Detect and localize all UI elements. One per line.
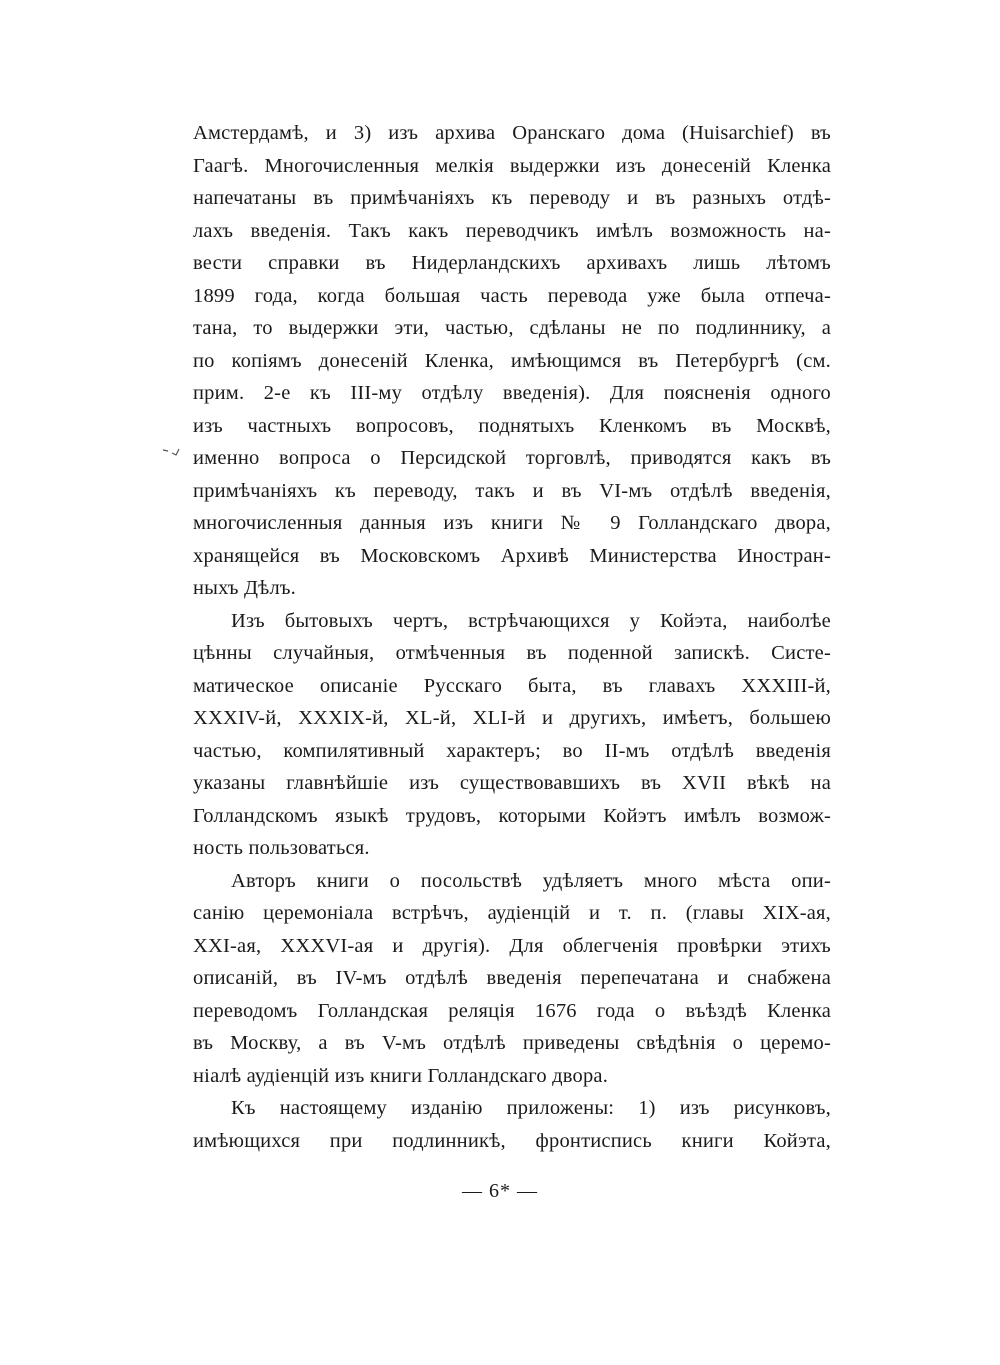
paragraph [193,117,831,605]
text-line: санію церемоніала встрѣчъ, аудіенцій и т. п. (главы XIX-ая, [193,902,831,924]
text-line: изъ частныхъ вопросовъ, поднятыхъ Кленкомъ въ Москвѣ, [193,414,831,437]
text-line: имѣющихся при подлинникѣ, фронтиспись книги Койэта, [193,1129,831,1152]
text-line: лахъ введенія. Такъ какъ переводчикъ имѣлъ возможность на- [193,219,831,242]
text-line: многочисленныя данныя изъ книги № 9 Голландскаго двора, [193,512,831,534]
text-line: примѣчаніяхъ къ переводу, такъ и въ VI-мъ отдѣлѣ введенія, [193,479,831,502]
text-line: описаній, въ IV-мъ отдѣлѣ введенія перепечатана и снабжена [193,967,831,989]
text-line: хранящейся въ Московскомъ Архивѣ Министерства Иностран- [193,544,831,567]
paragraph [193,605,831,865]
text-line: переводомъ Голландская реляція 1676 года о въѣздѣ Кленка [193,999,831,1022]
body-text [193,117,831,1157]
margin-annotation-mark [162,447,180,457]
text-line: въ Москву, а въ V-мъ отдѣлѣ приведены свѣдѣнія о церемо- [193,1032,831,1054]
text-line: частью, компилятивный характеръ; во II-мъ отдѣлѣ введенія [193,739,831,762]
text-line: Амстердамѣ, и 3) изъ архива Оранскаго дома (Huisarchief) въ [193,122,831,144]
text-line: Голландскомъ языкѣ трудовъ, которыми Койэтъ имѣлъ возмож- [193,804,831,827]
page-number: — 6* — [462,1180,538,1202]
text-line: ніалѣ аудіенцій изъ книги Голландскаго двора. [193,1064,609,1087]
text-line: напечатаны въ примѣчаніяхъ къ переводу и въ разныхъ отдѣ- [193,187,831,209]
text-line: матическое описаніе Русскаго быта, въ главахъ XXXIII-й, [193,674,831,697]
text-line: XXXIV-й, XXXIX-й, XL-й, XLI-й и другихъ, имѣетъ, большею [193,707,831,729]
text-line: тана, то выдержки эти, частью, сдѣланы не по подлиннику, а [193,317,831,339]
text-line: Къ настоящему изданію приложены: 1) изъ рисунковъ, [231,1097,831,1119]
text-line: Изъ бытовыхъ чертъ, встрѣчающихся у Койэта, наиболѣе [231,609,831,632]
text-line: по копіямъ донесеній Кленка, имѣющимся въ Петербургѣ (см. [193,349,831,372]
text-line: вести справки въ Нидерландскихъ архивахъ лишь лѣтомъ [193,252,831,274]
text-line: Авторъ книги о посольствѣ удѣляетъ много мѣста опи- [231,869,831,892]
text-line: Гаагѣ. Многочисленныя мелкія выдержки изъ донесеній Кленка [193,154,831,177]
text-line: цѣнны случайныя, отмѣченныя въ поденной запискѣ. Систе- [193,642,831,664]
text-line: именно вопроса о Персидской торговлѣ, приводятся какъ въ [193,447,831,469]
text-line: 1899 года, когда большая часть перевода уже была отпеча- [193,284,831,307]
paragraph [193,1092,831,1157]
text-line: ныхъ Дѣлъ. [193,577,297,599]
text-line: указаны главнѣйшіе изъ существовавшихъ въ XVII вѣкѣ на [193,772,831,794]
text-line: прим. 2-е къ III-му отдѣлу введенія). Для поясненія одного [193,382,831,404]
text-line: XXI-ая, XXXVI-ая и другія). Для облегченія провѣрки этихъ [193,934,831,957]
paragraph [193,865,831,1093]
text-line: ность пользоваться. [193,837,370,859]
